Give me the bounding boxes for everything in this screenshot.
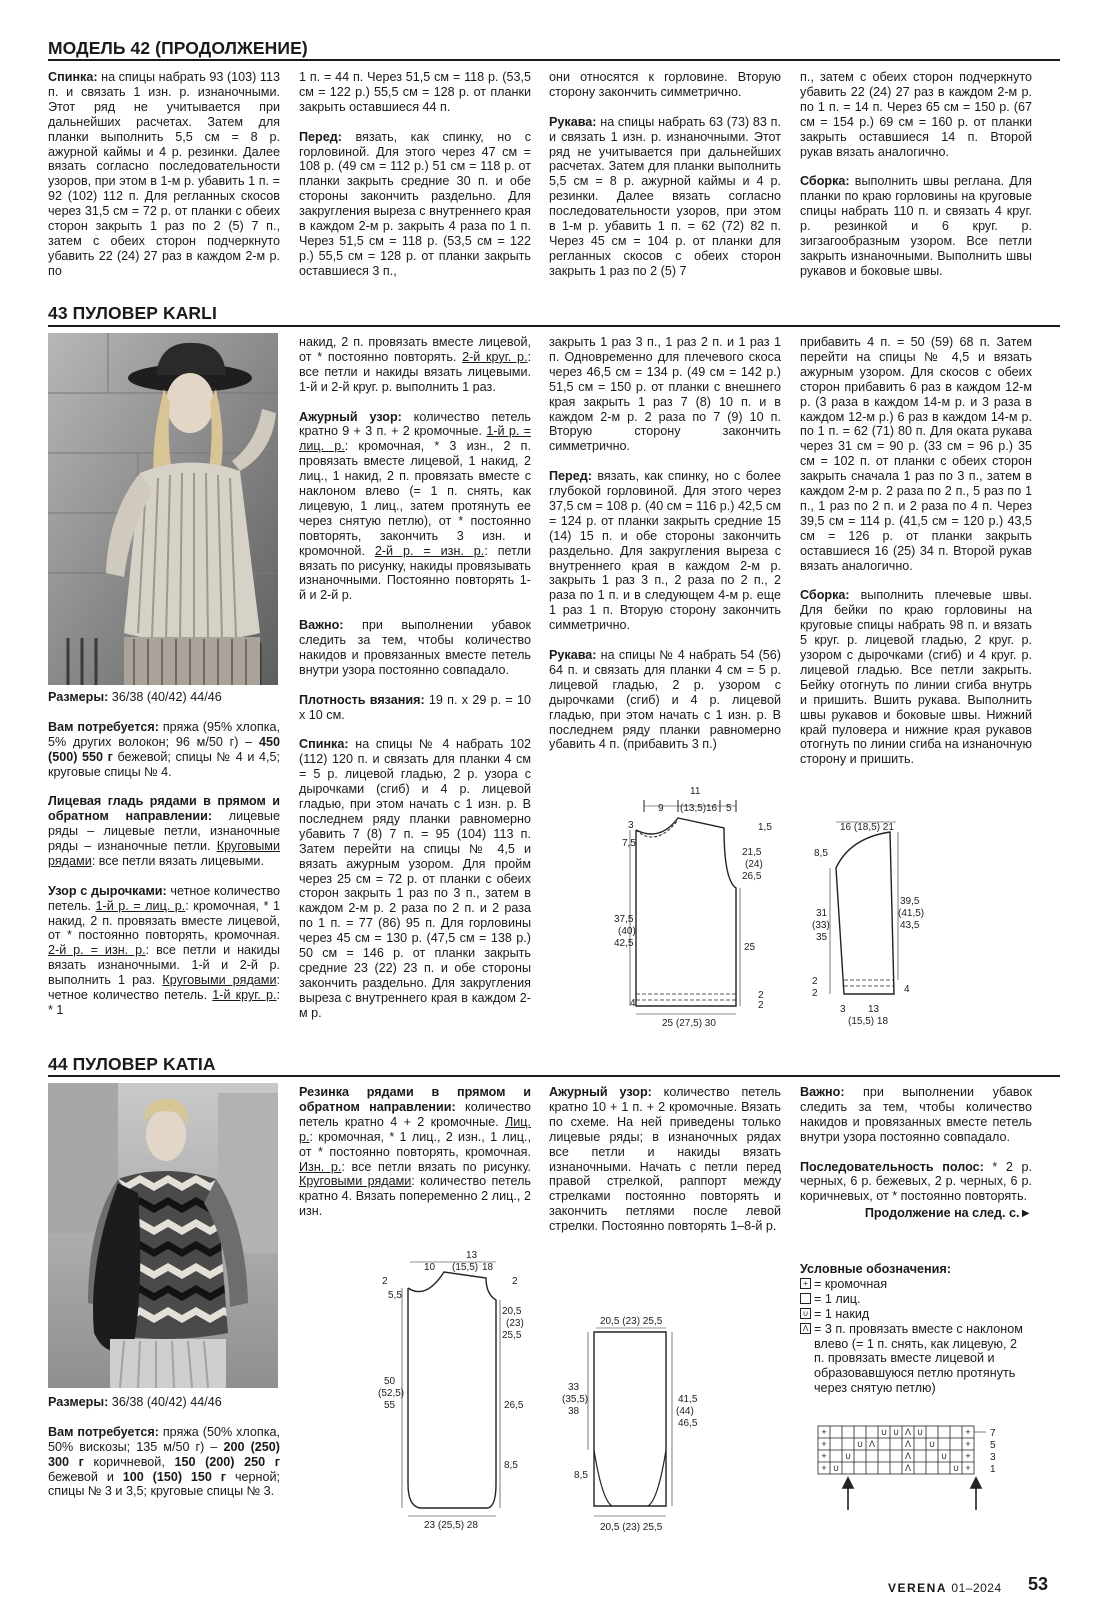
m43b-25: 25 xyxy=(744,942,756,953)
issue-number: 01–2024 xyxy=(951,1581,1002,1595)
m43b-5: 5 xyxy=(726,803,732,814)
yarn-over-icon: ∪ xyxy=(800,1308,811,1319)
svg-text:∪: ∪ xyxy=(844,1451,852,1461)
m44b-55b: 55 xyxy=(384,1400,396,1411)
m44s-85: 8,5 xyxy=(574,1470,588,1481)
m43s-3: 3 xyxy=(840,1004,846,1015)
m43-col-2: накид, 2 п. провязать вместе лицевой, от * постоянно повторять. 2-й круг. р.: все петли и накиды вязать лицевыми. 1-й и 2-й круг. р. выполнить 1 раз. Ажурный узор: количество петель кратно 9 + 3 п. + 2 кромочные. 1-й р. = лиц. р.: кромочная, * 3 изн., 2 п. провязать вместе лицевой, 1 накид, 2 лиц., 1 накид, 2 п. провязать вместе с наклоном влево (= 1 п. снять, как лицевую, 1 лиц., затем протянуть ее через снятую петлю), от * постоянно повторять, закончить 3 изн. и кромочной. 2-й р. = изн. р.: петли вязать по рисунку, накиды провязывать изнаночными. Постоянно повторять 1-й и 2-й р. Важно: при выполнении убавок следить за тем, чтобы количество накидов и провязанных вместе петель внутри узора постоянно совпадало. Плотность вязания: 19 п. x 29 р. = 10 x 10 см. Спинка: на спицы № 4 набрать 102 (112) 120 п. и связать для планки 4 см = 5 р. лицевой гладью, 2 р. узора с дырочками (сгиб) и 4 р. лицевой гладью, при этом начать с 1 изн. р. В последнем ряду планки равномерно убавить 7 (8) 7 п. = 95 (104) 113 п. Затем перейти на спицы № 4,5 и вязать ажурным узором. Для пройм через 25 см = 72 р. от планки с обеих сторон закрыть 1 раз по 3 п., затем в каждом 2-м р. 2 раза по 2 п. и 2 раза по 1 п. = 77 (86) 95 п. Для горловины через 45 см = 130 р. (47,5 см = 138 р.) 50 см = 146 р. от планки закрыть средние 23 (22) 23 п. и обе стороны закончить раздельно. Для закругления выреза с внутреннего края в каждом 2-м р. xyxy=(299,335,531,1020)
model43-photo-illustration xyxy=(48,333,278,685)
m44-body-schematic xyxy=(360,1244,540,1534)
svg-text:+: + xyxy=(965,1451,971,1461)
m43s-31: 31 xyxy=(816,908,828,919)
m44s-465: 46,5 xyxy=(678,1418,698,1429)
m43b-4: 4 xyxy=(630,998,636,1009)
edge-stitch-icon: + xyxy=(800,1278,811,1289)
model44-photo-illustration xyxy=(48,1083,278,1388)
svg-text:+: + xyxy=(965,1439,971,1449)
legend-title: Условные обозначения: xyxy=(800,1262,951,1276)
m43b-9: 9 xyxy=(658,803,664,814)
m43s-395: 39,5 xyxy=(900,896,920,907)
svg-text:Λ: Λ xyxy=(868,1439,876,1449)
m42-col-4: п., затем с обеих сторон подчеркнуто убавить 22 (24) 27 раз в каждом 2-м р. по 1 п. = 14 п. Через 65 см = 150 р. (67 см = 154 р.) 69 см = 160 р. от планки закрыть оставшиеся 14 п. Второй рукав вязать аналогично. Сборка: выполнить швы реглана. Для планки по краю горловины на круговые спицы набрать 110 п. и связать 4 круг. р. резинкой и 6 круг. р. зигзагообразным узором. Все петли закрыть изнаночными. Выполнить швы рукавов и боковые швы. xyxy=(800,70,1032,278)
m43s-bottom: (15,5) 18 xyxy=(848,1016,889,1027)
m44-col-4: Важно: при выполнении убавок следить за тем, чтобы количество накидов и провязанных вместе петель внутри узора постоянно совпадало. Последовательность полос: * 2 р. черных, 6 р. бежевых, 2 р. черных, 6 р. коричневых, от * постоянно повторять. Продолжение на след. с.► xyxy=(800,1085,1032,1221)
m44b-10: 10 xyxy=(424,1262,436,1273)
svg-text:∪: ∪ xyxy=(952,1463,960,1473)
svg-text:∪: ∪ xyxy=(928,1439,936,1449)
m42-col-3: они относятся к горловине. Вторую сторону закончить симметрично. Рукава: на спицы набрать 63 (73) 83 п. и связать 1 изн. р. изнаночными. Этот ряд не учитывается при дальнейших расчетах. Затем для планки выполнить 5,5 см = 8 р. ажурной каймы и 4 р. резинки. Далее вязать согласно последовательности узоров, при этом в 1-м р. убавить 1 п. = 62 (72) 82 п. Через 45 см = 104 р. от планки для регланных скосов с обеих сторон закрыть 1 раз по 2 (5) 7 xyxy=(549,70,781,278)
knit-stitch-icon xyxy=(800,1293,811,1304)
svg-text:+: + xyxy=(821,1463,827,1473)
m44s-44: (44) xyxy=(676,1406,694,1417)
m44-col-2: Резинка рядами в прямом и обратном направлении: количество петель кратно 4 + 2 кромочные. Лиц. р.: кромочная, * 1 лиц., 2 изн., 1 лиц., от * постоянно повторять, кромочная. Изн. р.: все петли вязать по рисунку. Круговыми рядами: количество петель кратно 4. Вязать попеременно 2 лиц., 2 изн. xyxy=(299,1085,531,1219)
m42-col-1: Спинка: на спицы набрать 93 (103) 113 п. и связать 1 изн. р. изнаночными. Этот ряд не учитывается при дальнейших расчетах. Затем для планки выполнить 5,5 см = 8 р. ажурной каймы и 4 р. резинки. Далее вязать согласно последовательности узоров, при этом в 1-м р. убавить 1 п. = 92 (102) 112 п. Для регланных скосов через 31,5 см = 72 р. от планки с обеих сторон закрыть 1 раз по 2 (5) 7 п., затем с обеих сторон подчеркнуто убавить 22 (24) 27 раз в каждом 2-м р. по xyxy=(48,70,280,278)
m43s-2a: 2 xyxy=(812,976,818,987)
m44b-2b: 2 xyxy=(512,1276,518,1287)
svg-text:+: + xyxy=(821,1439,827,1449)
legend-row-knit: = 1 лиц. xyxy=(800,1292,1040,1307)
chart-row-7: 7 xyxy=(990,1428,996,1439)
m43b-2b: 2 xyxy=(758,1000,764,1011)
m43b-265: 26,5 xyxy=(742,871,762,882)
m43s-4: 4 xyxy=(904,984,910,995)
svg-text:Λ: Λ xyxy=(904,1427,912,1437)
chart-row-5: 5 xyxy=(990,1440,996,1451)
m44b-155: (15,5) xyxy=(452,1262,479,1273)
model44-title: 44 ПУЛОВЕР KATIA xyxy=(48,1054,216,1074)
m43s-2b: 2 xyxy=(812,988,818,999)
m43b-11: 11 xyxy=(690,786,701,797)
m44b-255: 25,5 xyxy=(502,1330,522,1341)
continued-label: Продолжение на след. с.► xyxy=(864,1206,1032,1221)
m43b-15: 1,5 xyxy=(758,822,772,833)
m43b-425: 42,5 xyxy=(614,938,634,949)
m43-sleeve-schematic xyxy=(808,812,925,1030)
m44b-50: 50 xyxy=(384,1376,396,1387)
svg-text:∪: ∪ xyxy=(940,1451,948,1461)
chart-legend xyxy=(800,1262,1040,1396)
m44-col-1: Размеры: 36/38 (40/42) 44/46 Вам потребуется: пряжа (50% хлопка, 50% вискозы; 135 м/50 г) – 200 (250) 300 г коричневой, 150 (200) 250 г бежевой и 100 (150) 150 г черной; спицы № 3 и 3,5; круговые спицы № 3. xyxy=(48,1395,281,1499)
m43s-85: 8,5 xyxy=(814,848,828,859)
svg-text:∪: ∪ xyxy=(892,1427,900,1437)
m44b-85: 8,5 xyxy=(504,1460,518,1471)
page-number: 53 xyxy=(1028,1574,1049,1594)
m44b-23: (23) xyxy=(506,1318,524,1329)
m43s-33: (33) xyxy=(812,920,830,931)
model43-photo xyxy=(48,333,278,685)
m44b-18: 18 xyxy=(482,1262,494,1273)
m43b-40: (40) xyxy=(618,926,636,937)
m43b-135: (13,5) xyxy=(680,803,707,814)
m44b-55: 5,5 xyxy=(388,1290,402,1301)
m44b-525: (52,5) xyxy=(378,1388,405,1399)
legend-row-yo: ∪ = 1 накид xyxy=(800,1307,1040,1322)
m44b-bottom: 23 (25,5) 28 xyxy=(424,1520,478,1531)
svg-text:+: + xyxy=(821,1451,827,1461)
model42-title: МОДЕЛЬ 42 (ПРОДОЛЖЕНИЕ) xyxy=(48,38,308,58)
m43b-2a: 2 xyxy=(758,990,764,1001)
model43-title: 43 ПУЛОВЕР KARLI xyxy=(48,303,217,323)
m43b-24: (24) xyxy=(745,859,763,870)
m44b-13: 13 xyxy=(466,1250,478,1261)
m43b-215: 21,5 xyxy=(742,847,762,858)
chart-row-3: 3 xyxy=(990,1452,996,1463)
lace-knitting-chart xyxy=(814,1422,1014,1516)
m43s-top: 16 (18,5) 21 xyxy=(840,822,894,833)
svg-text:∪: ∪ xyxy=(856,1439,864,1449)
svg-text:Λ: Λ xyxy=(904,1439,912,1449)
svg-text:Λ: Λ xyxy=(904,1451,912,1461)
m44b-2a: 2 xyxy=(382,1276,388,1287)
magazine-brand: VERENA 01–2024 xyxy=(888,1581,1002,1595)
m44s-top: 20,5 (23) 25,5 xyxy=(600,1316,663,1327)
m44s-415: 41,5 xyxy=(678,1394,698,1405)
m44s-355: (35,5) xyxy=(562,1394,589,1405)
svg-text:+: + xyxy=(965,1427,971,1437)
svg-text:+: + xyxy=(965,1463,971,1473)
model42-rule xyxy=(48,59,1060,61)
m43b-375: 37,5 xyxy=(614,914,634,925)
svg-text:∪: ∪ xyxy=(880,1427,888,1437)
m43-col-4: прибавить 4 п. = 50 (59) 68 п. Затем перейти на спицы № 4,5 и вязать ажурным узором. Для скосов с обеих сторон прибавить 6 раз в каждом 12-м р. (3 раза в каждом 14-м р. и 3 раза в каждом 12-м р.) 6 раз в каждом 14-м р. по 1 п. = 62 (71) 80 п. Для оката рукава через 31 см = 90 р. (33 см = 96 р.) 35 см = 102 п. от планки с обеих сторон закрыть сначала 1 раз по 3 п., затем в каждом 2-м р. 2 раза по 2 п., 5 раз по 1 п., 1 раз по 2 п. и 2 раза по 4 п. Через 39,5 см = 114 р. (41,5 см = 120 р.) 43,5 см = 126 р. от планки закрыть оставшиеся 16 (25) 34 п. Второй рукав вязать аналогично. Сборка: выполнить плечевые швы. Для бейки по краю горловины на круговые спицы набрать 98 п. и вязать 5 круг. р. лицевой гладью, 2 круг. р. узором с дырочками (сгиб) и 4 круг. р. лицевой гладью. Все петли закрыть. Бейку отогнуть по линии сгиба внутрь и пришить. Вшить рукава. Выполнить швы рукавов и боковые швы. Нижний край пуловера и нижние края рукавов отогнуть по линии сгиба на изнаночную сторону и пришить. xyxy=(800,335,1032,767)
m44b-265: 26,5 xyxy=(504,1400,524,1411)
m43s-35: 35 xyxy=(816,932,828,943)
svg-text:+: + xyxy=(821,1427,827,1437)
m43b-75: 7,5 xyxy=(622,838,636,849)
m44s-38: 38 xyxy=(568,1406,580,1417)
m43s-415: (41,5) xyxy=(898,908,925,919)
m44s-33: 33 xyxy=(568,1382,580,1393)
m43s-13: 13 xyxy=(868,1004,880,1015)
m44b-205: 20,5 xyxy=(502,1306,522,1317)
m43-col-3: закрыть 1 раз 3 п., 1 раз 2 п. и 1 раз 1 п. Одновременно для плечевого скоса через 46,5 см = 134 р. (49 см = 142 р.) 51,5 см = 150 р. от планки с внешнего края закрыть 1 раз 7 (8) 10 п. и в каждом 2-м р. 2 раза по 7 (9) 10 п. Вторую сторону закончить симметрично. Перед: вязать, как спинку, но с более глубокой горловиной. Для этого через 37,5 см = 108 р. (40 см = 116 р.) 42,5 см = 124 р. от планки закрыть средние 15 (14) 15 п. и обе стороны закончить раздельно. Для закругления выреза с внутреннего края в каждом 2-м р. закрыть 1 раз 3 п., 2 раза по 2 п., 2 раза по 1 п. и в следующем 4-м р. еще 1 раз 1 п. Вторую сторону закончить симметрично. Рукава: на спицы № 4 набрать 54 (56) 64 п. и связать для планки 4 см = 5 р. лицевой гладью, 2 р. узором с дырочками (сгиб) и 4 р. лицевой гладью, при этом начать с 1 изн. р. В последнем ряду планки равномерно убавить 4 п. (прибавить 3 п.) xyxy=(549,335,781,752)
model43-rule xyxy=(48,325,1060,327)
m43s-435: 43,5 xyxy=(900,920,920,931)
m43b-16: 16 xyxy=(706,803,718,814)
m43b-3: 3 xyxy=(628,820,634,831)
m43-body-schematic xyxy=(600,788,790,1034)
svg-text:∪: ∪ xyxy=(916,1427,924,1437)
m42-col-2: 1 п. = 44 п. Через 51,5 см = 118 р. (53,5 см = 122 р.) 55,5 см = 128 р. от планки закрыть оставшиеся 44 п. Перед: вязать, как спинку, но с горловиной. Для этого через 47 см = 108 р. (49 см = 112 р.) 51 см = 118 р. от планки закрыть средние 30 п. и обе стороны закончить раздельно. Для закругления выреза с внутреннего края в каждом 2-м р. закрыть 4 раза по 1 п. Через 51,5 см = 118 р. (53,5 см = 122 р.) 55,5 см = 128 р. от планки закрыть оставшиеся 3 п., xyxy=(299,70,531,278)
model44-rule xyxy=(48,1075,1060,1077)
svg-text:∪: ∪ xyxy=(832,1463,840,1473)
m44s-bottom: 20,5 (23) 25,5 xyxy=(600,1522,663,1533)
m43-col-1: Размеры: 36/38 (40/42) 44/46 Вам потребуется: пряжа (95% хлопка, 5% других волокон; 96 м/50 г) – 450 (500) 550 г бежевой; спицы № 4 и 4,5; круговые спицы № 4. Лицевая гладь рядами в прямом и обратном направлении: лицевые ряды – лицевые петли, изнаночные ряды – изнаночные петли. Круговыми рядами: все петли вязать лицевыми. Узор с дырочками: четное количество петель. 1-й р. = лиц. р.: кромочная, * 1 накид, 2 п. провязать вместе лицевой, от * постоянно повторять, кромочная. 2-й р. = изн. р.: все петли и накиды вязать изнаночными. 1-й и 2-й р. выполнить 1 раз. Круговыми рядами: четное количество петель. 1-й круг. р.: * 1 xyxy=(48,690,281,1017)
repeat-arrows xyxy=(843,1478,981,1510)
m44-sleeve-schematic xyxy=(560,1310,710,1536)
m43b-bottom: 25 (27,5) 30 xyxy=(662,1018,716,1029)
svg-text:Λ: Λ xyxy=(904,1463,912,1473)
model44-photo xyxy=(48,1083,278,1388)
decrease-icon: Λ xyxy=(800,1323,811,1334)
m44-col-3: Ажурный узор: количество петель кратно 10 + 1 п. + 2 кромочные. Вязать по схеме. На ней приведены только лицевые ряды; в изнаночных рядах все петли и накиды вязать изнаночными. Начать с петли перед правой стрелкой, раппорт между стрелками постоянно повторять и закончить петлями после левой стрелки. Постоянно повторять 1–8-й р. xyxy=(549,1085,781,1234)
legend-row-edge: + = кромочная xyxy=(800,1277,1040,1292)
legend-row-dec: Λ = 3 п. провязать вместе с наклоном влево (= 1 п. снять, как лицевую, 2 п. провязать вместе лицевой и образовавшуюся петлю протянуть через снятую петлю) xyxy=(800,1322,1040,1397)
chart-row-1: 1 xyxy=(990,1464,996,1475)
